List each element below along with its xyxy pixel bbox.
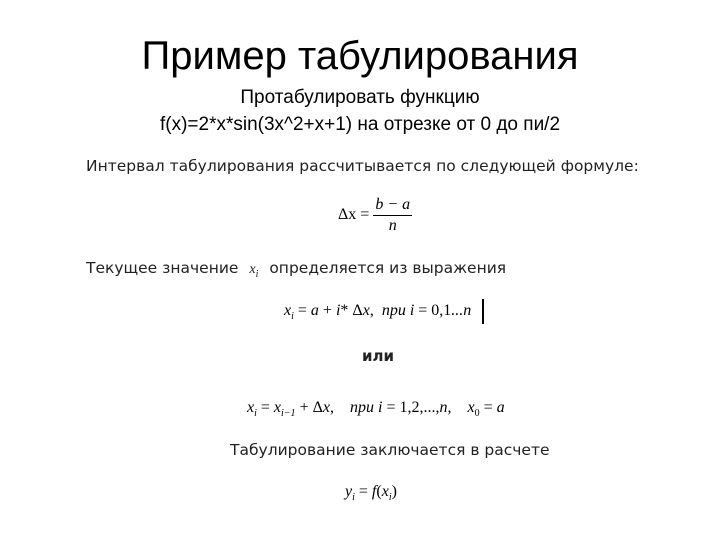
current-value-suffix: определяется из выражения (269, 259, 507, 277)
formula-xi-direct: $x_i = a + i*$ Δx, при i = 0,1...n (284, 302, 472, 323)
delta-fraction (373, 196, 412, 235)
current-value-description (86, 259, 506, 280)
text-cursor (482, 299, 484, 324)
subtitle-line-2: f(x)=2*x*sin(3x^2+x+1) на отрезке от 0 до пи/2 (159, 114, 561, 135)
formula-yi: $y_i = f(x_i)$ (345, 483, 397, 504)
subtitle-line-1: Протабулировать функцию (240, 87, 480, 108)
delta-denominator: n (388, 217, 397, 234)
xi-inline-symbol: $x_i$ (249, 262, 259, 280)
or-label: или (362, 347, 395, 365)
formula-xi-recursive: $x_i = x_{i-1} + \Delta x$, при i = 1,2,...,n, $x_0 = a$ (247, 399, 505, 420)
tabulation-description: Табулирование заключается в расчете (230, 441, 550, 459)
delta-x-formula (338, 196, 412, 235)
delta-numerator: b − a (373, 196, 412, 216)
slide-title: Пример табулирования (141, 34, 579, 78)
current-value-prefix: Текущее значение (86, 259, 239, 277)
interval-description: Интервал табулирования рассчитывается по следующей формуле: (86, 157, 639, 175)
delta-lhs: Δx = (338, 206, 370, 224)
